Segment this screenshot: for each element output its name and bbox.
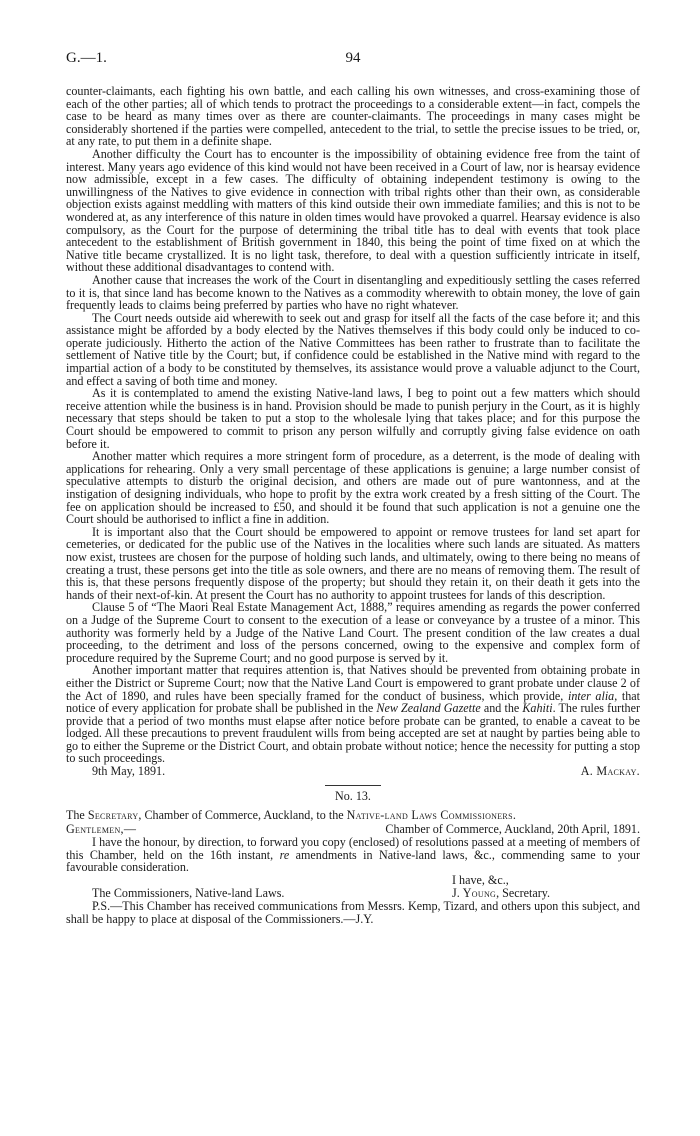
salutation-row (66, 823, 640, 836)
section-divider (325, 785, 381, 786)
letter-body: I have the honour, by direction, to forward you copy (enclosed) of resolutions passed at a meeting of members of this Chamber, held on the 16th instant, re amendments in Native-land laws, &c., commending same to your favourable consideration. (66, 835, 640, 875)
letter-addressee-row (66, 887, 640, 900)
letter-address-line: The Secretary, Chamber of Commerce, Auckland, to the Native-land Laws Commissioners. (66, 807, 516, 822)
page-number: 94 (345, 50, 361, 66)
signature-date: 9th May, 1891. (92, 764, 166, 779)
paragraph-outside-aid: The Court needs outside aid wherewith to seek out and grasp for itself all the facts of the case before it; and this assistance might be afforded by a body elected by the Natives themselves if this body could only be induced to co-operate judiciously. Hitherto the action of the Native Committees has been rather to frustrate than to facilitate the settlement of Native title by the Court; but, if confidence could be established in the Native mind with regard to the impartial action of a body to be constituted by themselves, its assistance would prove a valuable adjunct to the Court, and effect a saving of both time and money. (66, 310, 640, 388)
page-header (66, 52, 640, 70)
paragraph-counter-claimants: counter-claimants, each fighting his own battle, and each calling his own witnesses, and cross-examining those of each of the other parties; all of which tends to protract the proceedings to a considerable extent—in fact, compels the case to be heard as many times over as there are counter-claimants. The proceedings in many cases might be considerably shortened if the parties were compelled, antecedent to the trial, to settle the precise issues to be tried, or, at any rate, to put them in a definite shape. (66, 84, 640, 149)
postscript: P.S.—This Chamber has received communications from Messrs. Kemp, Tizard, and others upon this subject, and shall be happy to place at disposal of the Commissioners.—J.Y. (66, 899, 640, 926)
letter-number: No. 13. (335, 789, 371, 804)
letter-signer: J. Young, Secretary. (452, 886, 551, 901)
paragraph-love-of-gain: Another cause that increases the work of the Court in disentangling and expeditiously settling the cases referred to it is, that since land has become known to the Natives as a commodity wherewith to obtain money, the love of gain frequently leads to claims being preferred by parties who have no right whatever. (66, 272, 640, 313)
paragraph-trustees: It is important also that the Court should be empowered to appoint or remove trustees for land set apart for cemeteries, or dedicated for the public use of the Natives in the localities where such lands are situated. As matters now exist, trustees are chosen for the purpose of holding such lands, and ultimately, owing to there being no means of creating a trust, these persons get into the title as sole owners, and there are no means of removing them. The result of this is, that these persons frequently dispose of the property; but should they retain it, on their death it gets into the hands of their next-of-kin. At present the Court has no authority to appoint trustees for lands of this description. (66, 524, 640, 602)
paragraph-perjury: As it is contemplated to amend the existing Native-land laws, I beg to point out a few matters which should receive attention while the business is in hand. Provision should be made to punish perjury in the Court, as it is highly necessary that steps should be taken to put a stop to the wholesale lying that takes place; and for this purpose the Court should be empowered to commit to prison any person wilfully and corruptly giving false evidence on oath before it. (66, 386, 640, 451)
letter-dateline: Chamber of Commerce, Auckland, 20th April, 1891. (385, 822, 640, 837)
paragraph-clause-5: Clause 5 of “The Maori Real Estate Management Act, 1888,” requires amending as regards the power conferred on a Judge of the Supreme Court to consent to the execution of a lease or conveyance by a trustee of a minor. This authority was formerly held by a Judge of the Native Land Court. The present condition of the law creates a dual proceeding, to the detriment and loss of the persons concerned, owing to the expensive and complex form of procedure required by the Supreme Court; and no good purpose is served by it. (66, 600, 640, 665)
signature-name: A. Mackay. (580, 764, 640, 779)
paragraph-probate: Another important matter that requires attention is, that Natives should be prevented from obtaining probate in either the District or Supreme Court; now that the Native Land Court is empowered to grant probate under clause 2 of the Act of 1890, and rules have been specially framed for the conduct of business, which provide, inter alia, that notice of every application for probate shall be published in the New Zealand Gazette and the Kahiti. The rules further provide that a period of two months must elapse after notice before probate can be granted, to enable a caveat to be lodged. All these precautions to prevent fraudulent wills from being accepted are set at naught by parties being able to go to either the Supreme or the District Court, and obtain probate without notice; hence the necessity for putting a stop to such proceedings. (66, 663, 641, 766)
letter-addressee: The Commissioners, Native-land Laws. (92, 886, 285, 901)
paragraph-evidence-difficulty: Another difficulty the Court has to encounter is the impossibility of obtaining evidence free from the taint of interest. Many years ago evidence of this kind would not have been received in a Court of law, nor is hearsay evidence now admissible, except in a few cases. The difficulty of obtaining independent testimony is owing to the unwillingness of the Natives to give evidence in connection with tribal rights other than their own, as considerable objection exists against meddling with matters of this kind outside their own immediate families; and this is not to be wondered at, as any interference of this nature in olden times would have provoked a quarrel. Hearsay evidence is also compulsory, as the Court for the purpose of determining the tribal title has to deal with events that took place antecedent to the establishment of British government in 1840, this being the point of time fixed on at which the Native title became crystallized. It is no light task, therefore, to deal with a question sufficiently intricate in itself, without these additional disadvantages to contend with. (66, 146, 640, 275)
document-reference: G.—1. (66, 50, 107, 66)
document-body (66, 85, 640, 925)
paragraph-rehearing: Another matter which requires a more stringent form of procedure, as a deterrent, is the mode of dealing with applications for rehearing. Only a very small percentage of these applications is genuine; a large number consist of speculative attempts to disturb the original decision, and others are made out of pure wantonness, and at the instigation of designing individuals, who hope to profit by the extra work created by a fresh sitting of the Court. The fee on application should be increased to £50, and should it be found that such application is not a genuine one the Court should be authorised to inflict a fine in addition. (66, 449, 640, 527)
letter-closing: I have, &c., (452, 873, 509, 888)
signature-block (66, 765, 640, 778)
salutation: Gentlemen,— (66, 822, 137, 837)
